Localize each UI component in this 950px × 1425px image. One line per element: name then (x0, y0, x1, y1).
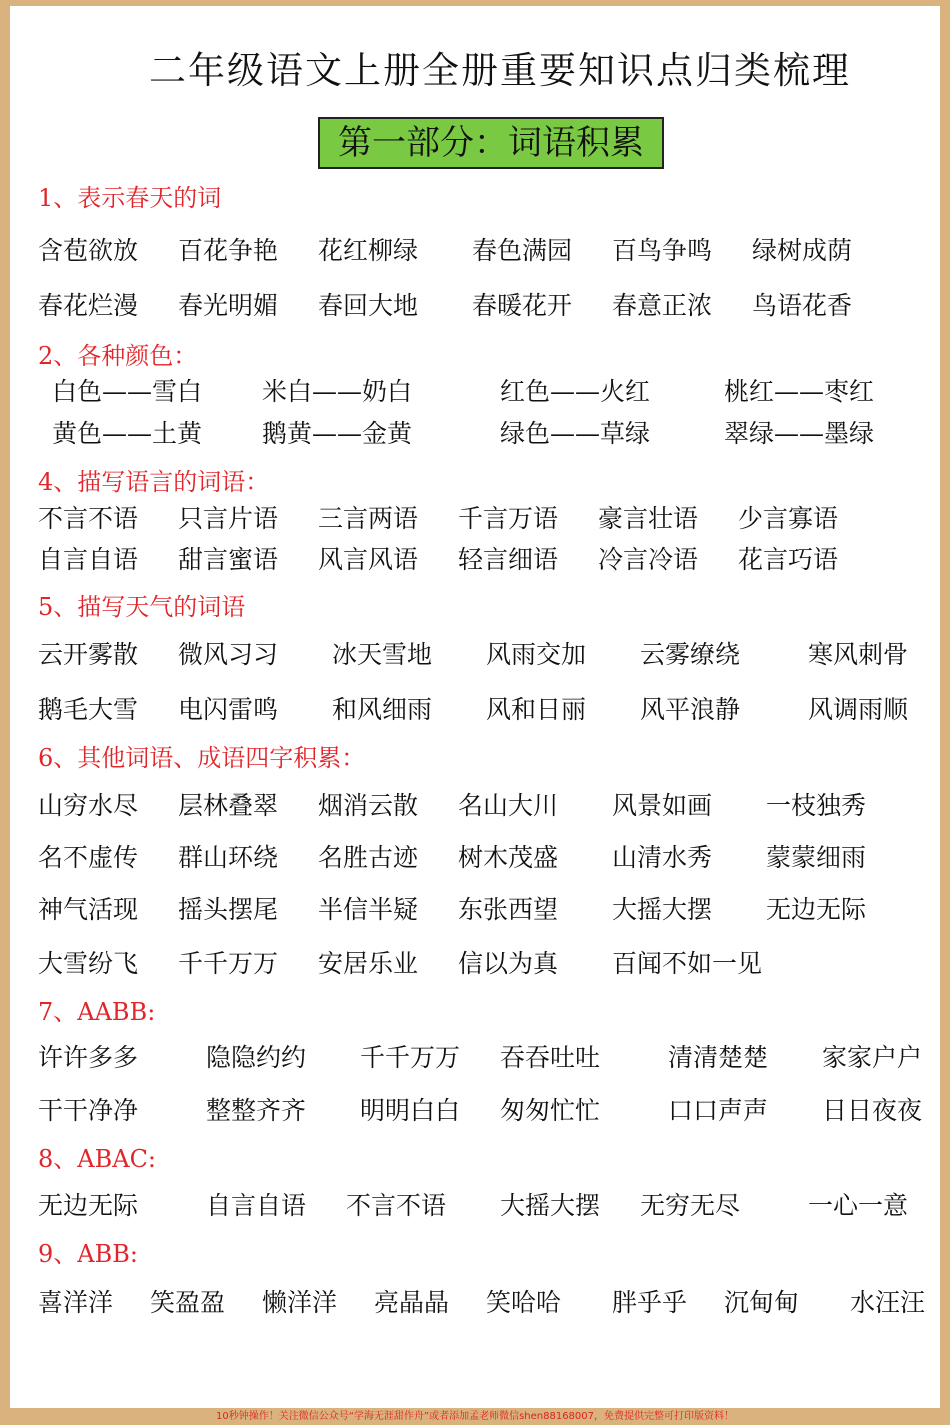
word: 轻言细语 (458, 545, 559, 574)
word: 少言寡语 (738, 504, 839, 533)
word: 百鸟争鸣 (612, 236, 713, 265)
word: 信以为真 (458, 949, 559, 978)
word: 亮晶晶 (374, 1288, 450, 1317)
word: 山穷水尽 (38, 791, 139, 820)
word: 鹅毛大雪 (38, 695, 139, 724)
word: 春色满园 (472, 236, 573, 265)
word: 风平浪静 (640, 695, 741, 724)
word: 山清水秀 (612, 843, 713, 872)
footer-note: 10秒钟操作！关注微信公众号“学海无涯甜作舟”或者添加孟老师微信shen88168007，免费提供完整可打印版资料！ (215, 1411, 735, 1422)
word-row (0, 374, 950, 410)
word: 风言风语 (318, 545, 419, 574)
word: 鹅黄——金黄 (262, 419, 413, 448)
word: 安居乐业 (318, 949, 419, 978)
word: 神气活现 (38, 895, 139, 924)
word: 豪言壮语 (598, 504, 699, 533)
word-row (0, 416, 950, 452)
word: 寒风刺骨 (808, 640, 909, 669)
word: 百花争艳 (178, 236, 279, 265)
word: 摇头摆尾 (178, 895, 279, 924)
word: 春回大地 (318, 291, 419, 320)
word: 树木茂盛 (458, 843, 559, 872)
word: 百闻不如一见 (612, 949, 763, 978)
word: 整整齐齐 (206, 1096, 307, 1125)
word: 无穷无尽 (640, 1191, 741, 1220)
word: 不言不语 (38, 504, 139, 533)
word: 大摇大摆 (612, 895, 713, 924)
word: 红色——火红 (500, 377, 651, 406)
word: 千千万万 (178, 949, 279, 978)
word: 千千万万 (360, 1043, 461, 1072)
word: 白色——雪白 (52, 377, 203, 406)
word: 微风习习 (178, 640, 279, 669)
word: 绿色——草绿 (500, 419, 651, 448)
word: 喜洋洋 (38, 1288, 114, 1317)
word-row (0, 542, 950, 578)
word: 隐隐约约 (206, 1043, 307, 1072)
word: 大摇大摆 (500, 1191, 601, 1220)
word: 一心一意 (808, 1191, 909, 1220)
section-heading-1: 1、表示春天的词 (38, 184, 222, 212)
word: 名胜古迹 (318, 843, 419, 872)
section-heading-8: 8、ABAC: (38, 1145, 157, 1173)
word: 自言自语 (38, 545, 139, 574)
word-row (0, 788, 950, 824)
word-row (0, 233, 950, 269)
word: 水汪汪 (850, 1288, 926, 1317)
word: 春意正浓 (612, 291, 713, 320)
section-heading-5: 5、描写天气的词语 (38, 593, 246, 621)
section-heading-9: 9、ABB: (38, 1240, 138, 1268)
word: 干干净净 (38, 1096, 139, 1125)
word-row (0, 946, 950, 982)
section-heading-6: 6、其他词语、成语四字积累： (38, 744, 366, 772)
section-heading-2: 2、各种颜色： (38, 342, 198, 370)
word: 蒙蒙细雨 (766, 843, 867, 872)
word: 大雪纷飞 (38, 949, 139, 978)
word: 和风细雨 (332, 695, 433, 724)
word: 鸟语花香 (752, 291, 853, 320)
word-row (0, 840, 950, 876)
word: 风景如画 (612, 791, 713, 820)
word: 电闪雷鸣 (178, 695, 279, 724)
part-label: 第一部分：词语积累 (318, 117, 664, 169)
word-row (0, 1188, 950, 1224)
word: 春花烂漫 (38, 291, 139, 320)
word-row (0, 1285, 950, 1321)
word: 三言两语 (318, 504, 419, 533)
page-title: 二年级语文上册全册重要知识点归类梳理 (149, 49, 851, 92)
word: 许许多多 (38, 1043, 139, 1072)
section-heading-4: 4、描写语言的词语： (38, 468, 270, 496)
word-row (0, 1093, 950, 1129)
word: 匆匆忙忙 (500, 1096, 601, 1125)
word: 胖乎乎 (612, 1288, 688, 1317)
word: 自言自语 (206, 1191, 307, 1220)
word-row (0, 637, 950, 673)
word: 黄色——土黄 (52, 419, 203, 448)
word: 笑盈盈 (150, 1288, 226, 1317)
word: 无边无际 (38, 1191, 139, 1220)
word-row (0, 692, 950, 728)
word: 冰天雪地 (332, 640, 433, 669)
word: 懒洋洋 (262, 1288, 338, 1317)
word-row (0, 1040, 950, 1076)
word: 清清楚楚 (668, 1043, 769, 1072)
word: 冷言冷语 (598, 545, 699, 574)
word: 不言不语 (346, 1191, 447, 1220)
word: 甜言蜜语 (178, 545, 279, 574)
word: 明明白白 (360, 1096, 461, 1125)
word: 桃红——枣红 (724, 377, 875, 406)
word: 名山大川 (458, 791, 559, 820)
word: 日日夜夜 (822, 1096, 923, 1125)
word: 花红柳绿 (318, 236, 419, 265)
section-heading-7: 7、AABB: (38, 998, 156, 1026)
word-row (0, 288, 950, 324)
word: 千言万语 (458, 504, 559, 533)
word: 半信半疑 (318, 895, 419, 924)
word: 沉甸甸 (724, 1288, 800, 1317)
word: 层林叠翠 (178, 791, 279, 820)
word: 口口声声 (668, 1096, 769, 1125)
word: 名不虚传 (38, 843, 139, 872)
word: 绿树成荫 (752, 236, 853, 265)
word: 家家户户 (822, 1043, 923, 1072)
word: 烟消云散 (318, 791, 419, 820)
word: 云开雾散 (38, 640, 139, 669)
word: 风和日丽 (486, 695, 587, 724)
word: 风调雨顺 (808, 695, 909, 724)
word: 东张西望 (458, 895, 559, 924)
word-row (0, 892, 950, 928)
word: 春暖花开 (472, 291, 573, 320)
word: 花言巧语 (738, 545, 839, 574)
word: 翠绿——墨绿 (724, 419, 875, 448)
word: 米白——奶白 (262, 377, 413, 406)
word: 风雨交加 (486, 640, 587, 669)
word: 春光明媚 (178, 291, 279, 320)
word: 一枝独秀 (766, 791, 867, 820)
word-row (0, 501, 950, 537)
word: 含苞欲放 (38, 236, 139, 265)
word: 吞吞吐吐 (500, 1043, 601, 1072)
word: 群山环绕 (178, 843, 279, 872)
word: 只言片语 (178, 504, 279, 533)
word: 笑哈哈 (486, 1288, 562, 1317)
word: 云雾缭绕 (640, 640, 741, 669)
word: 无边无际 (766, 895, 867, 924)
